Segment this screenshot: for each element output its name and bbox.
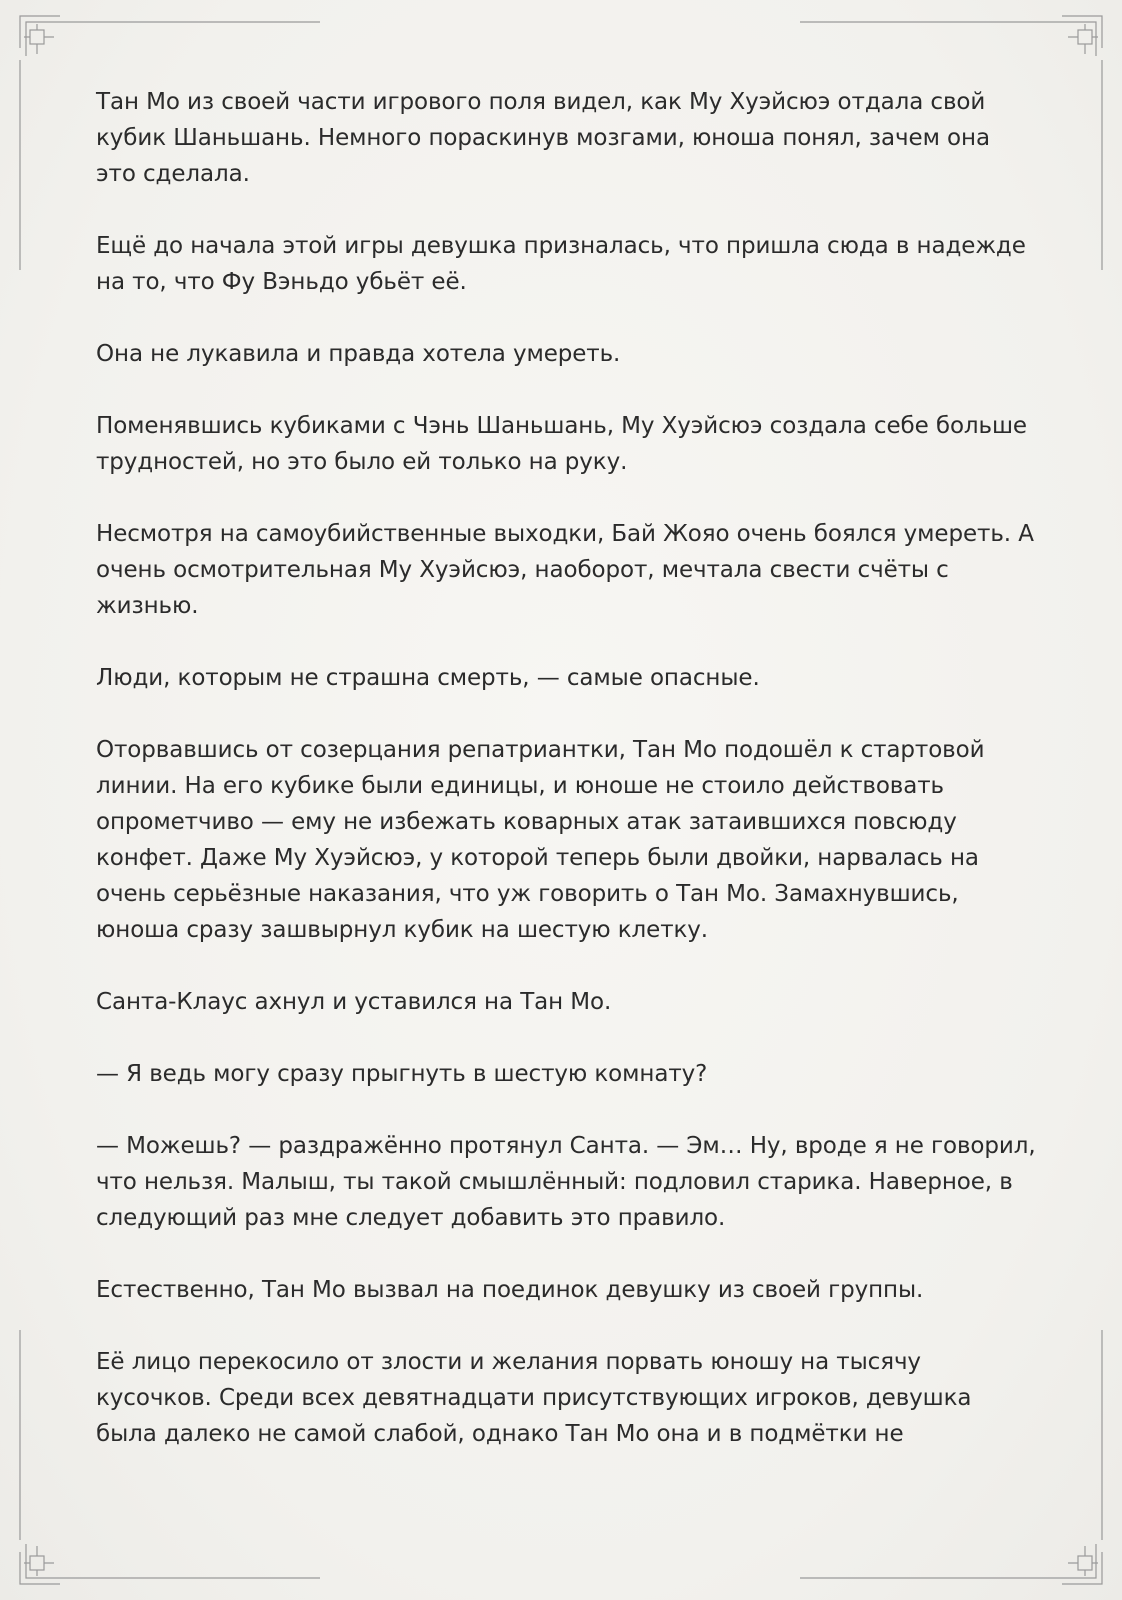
paragraph: Она не лукавила и правда хотела умереть. [96,341,621,367]
paragraph: Естественно, Тан Мо вызвал на поединок девушку из своей группы. [96,1277,924,1303]
paragraph: Её лицо перекосило от злости и желания порвать юношу на тысячу кусочков. Среди всех девятнадцати присутствующих игроков, девушка была далеко не самой слабой, однако Тан Мо она и в подмётки не [96,1349,972,1447]
chapter-text [96,84,1036,1452]
paragraph: — Я ведь могу сразу прыгнуть в шестую комнату? [96,1061,708,1087]
paragraph: Ещё до начала этой игры девушка призналась, что пришла сюда в надежде на то, что Фу Вэньдо убьёт её. [96,233,1026,295]
paragraph: Тан Мо из своей части игрового поля видел, как Му Хуэйсюэ отдала свой кубик Шаньшань. Немного пораскинув мозгами, юноша понял, зачем она это сделала. [96,89,990,187]
paragraph: — Можешь? — раздражённо протянул Санта. — Эм… Ну, вроде я не говорил, что нельзя. Малыш, ты такой смышлённый: подловил старика. Наверное, в следующий раз мне следует добавить это правило. [96,1133,1036,1231]
paragraph: Санта-Клаус ахнул и уставился на Тан Мо. [96,989,612,1015]
paragraph: Поменявшись кубиками с Чэнь Шаньшань, Му Хуэйсюэ создала себе больше трудностей, но это было ей только на руку. [96,413,1027,475]
paragraph: Оторвавшись от созерцания репатриантки, Тан Мо подошёл к стартовой линии. На его кубике были единицы, и юноше не стоило действовать опрометчиво — ему не избежать коварных атак затаившихся повсюду конфет. Даже Му Хуэйсюэ, у которой теперь были двойки, нарвалась на очень серьёзные наказания, что уж говорить о Тан Мо. Замахнувшись, юноша сразу зашвырнул кубик на шестую клетку. [96,737,985,943]
paragraph: Люди, которым не страшна смерть, — самые опасные. [96,665,760,691]
paragraph: Несмотря на самоубийственные выходки, Бай Жояо очень боялся умереть. А очень осмотрительная Му Хуэйсюэ, наоборот, мечтала свести счёты с жизнью. [96,521,1034,619]
